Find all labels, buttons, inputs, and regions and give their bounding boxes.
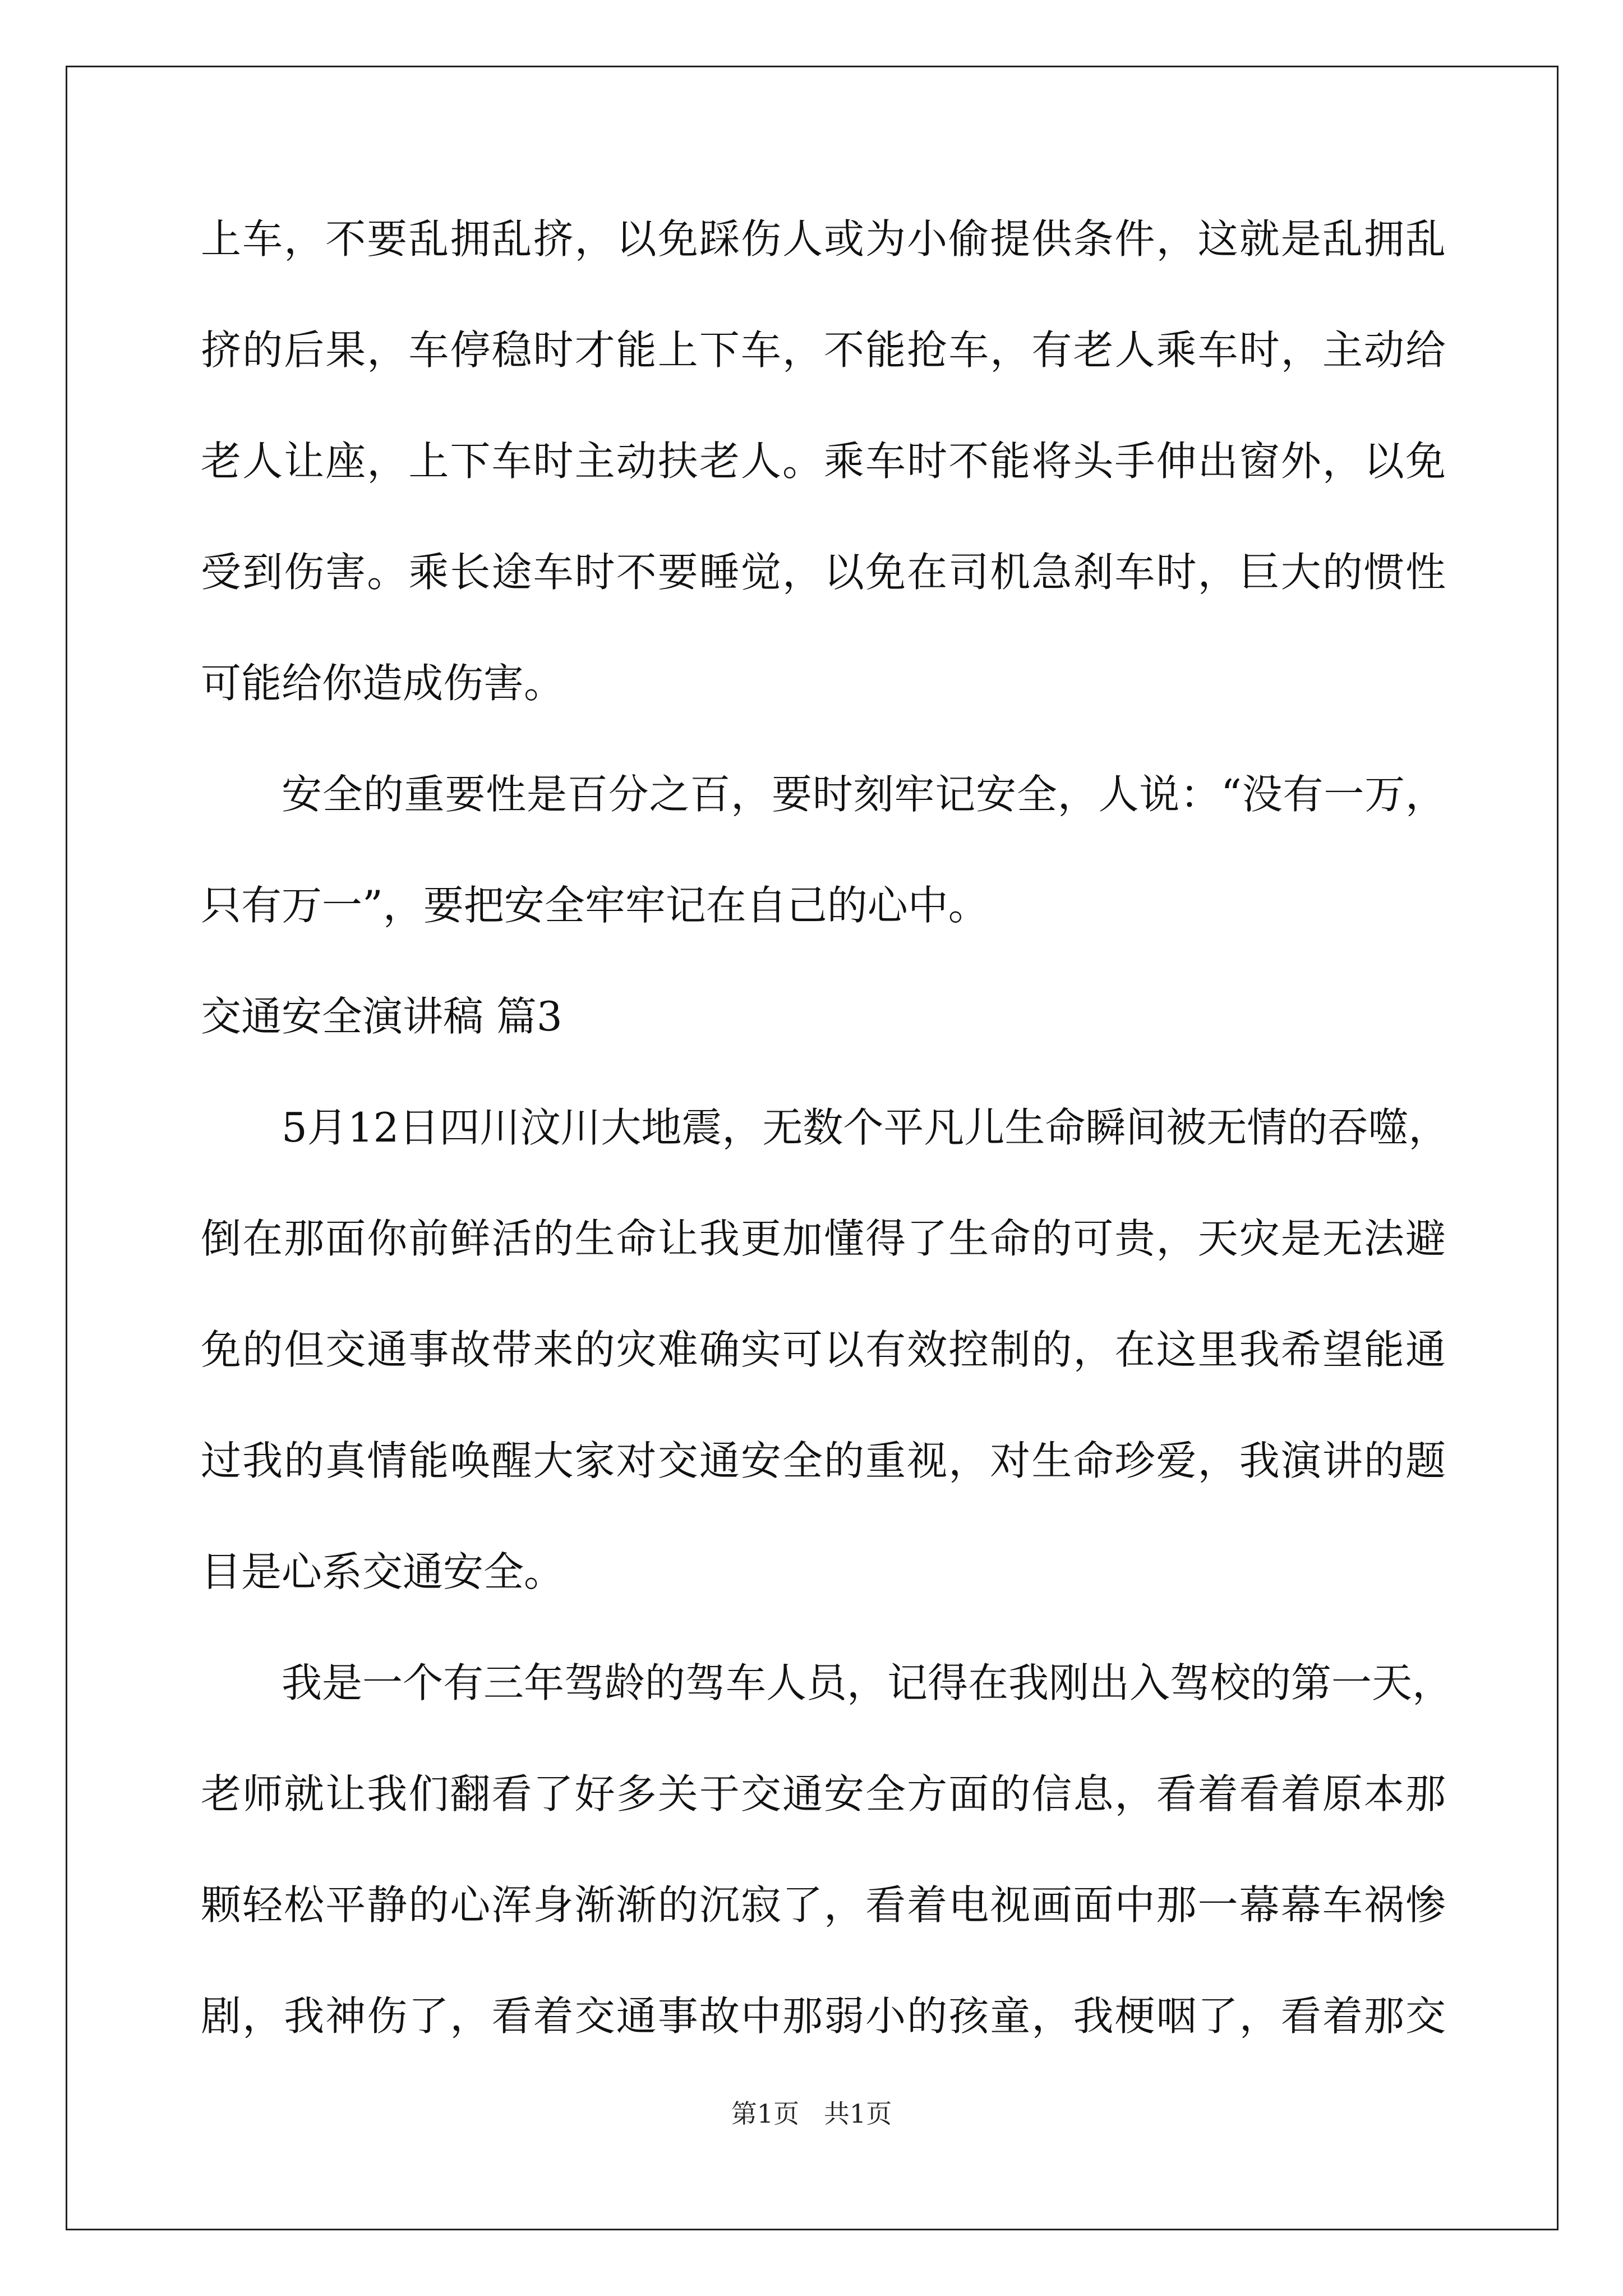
section-heading: 交通安全演讲稿 篇3 bbox=[201, 993, 562, 1040]
paragraph-line: 老人让座，上下车时主动扶老人。乘车时不能将头手伸出窗外，以免 bbox=[201, 438, 1446, 485]
paragraph-line: 过我的真情能唤醒大家对交通安全的重视，对生命珍爱，我演讲的题 bbox=[201, 1437, 1446, 1484]
paragraph-line: 只有万一”，要把安全牢牢记在自己的心中。 bbox=[201, 882, 989, 929]
paragraph-line: 受到伤害。乘长途车时不要睡觉，以免在司机急刹车时，巨大的惯性 bbox=[201, 549, 1446, 596]
paragraph-line: 颗轻松平静的心浑身渐渐的沉寂了，看着电视画面中那一幕幕车祸惨 bbox=[201, 1881, 1446, 1929]
page-number-footer: 第1页 共1页 bbox=[731, 2099, 892, 2129]
paragraph-line: 剧，我神伤了，看着交通事故中那弱小的孩童，我梗咽了，看着那交 bbox=[201, 1993, 1446, 2040]
paragraph-line: 安全的重要性是百分之百，要时刻牢记安全，人说：“没有一万， bbox=[282, 771, 1446, 818]
paragraph-line: 倒在那面你前鲜活的生命让我更加懂得了生命的可贵，天灾是无法避 bbox=[201, 1215, 1446, 1262]
document-body bbox=[201, 215, 1453, 2040]
paragraph-line: 挤的后果，车停稳时才能上下车，不能抢车，有老人乘车时，主动给 bbox=[201, 326, 1446, 374]
paragraph-line: 可能给你造成伤害。 bbox=[201, 660, 565, 707]
paragraph-line: 目是心系交通安全。 bbox=[201, 1548, 565, 1595]
paragraph-line: 上车，不要乱拥乱挤，以免踩伤人或为小偷提供条件，这就是乱拥乱 bbox=[201, 215, 1446, 263]
paragraph-line: 免的但交通事故带来的灾难确实可以有效控制的，在这里我希望能通 bbox=[201, 1326, 1446, 1373]
paragraph-line: 5月12日四川汶川大地震，无数个平凡儿生命瞬间被无情的吞噬， bbox=[282, 1104, 1449, 1151]
paragraph-line: 老师就让我们翻看了好多关于交通安全方面的信息，看着看着原本那 bbox=[201, 1770, 1446, 1818]
paragraph-line: 我是一个有三年驾龄的驾车人员，记得在我刚出入驾校的第一天， bbox=[282, 1659, 1453, 1706]
